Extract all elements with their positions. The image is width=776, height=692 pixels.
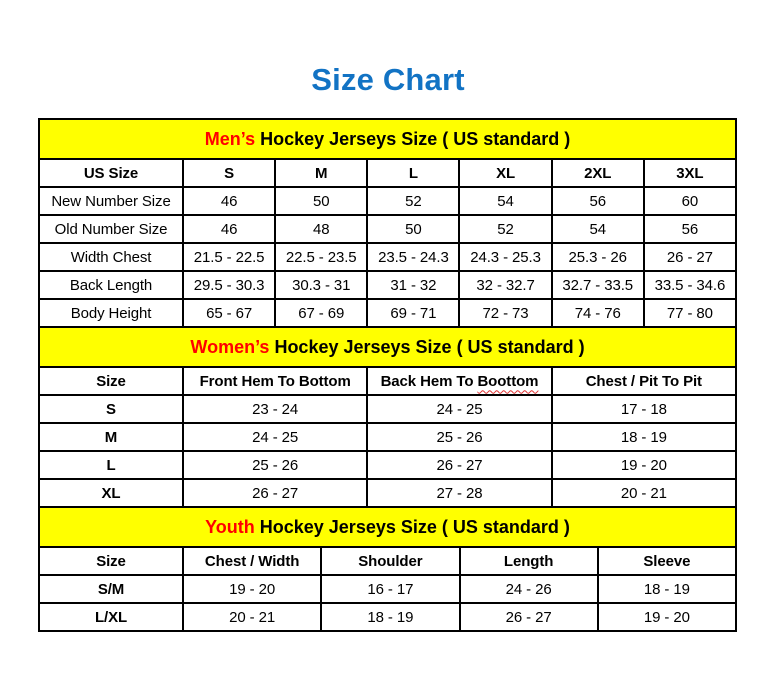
column-header: L [367,159,459,187]
column-header: Size [39,367,183,395]
men-section [38,118,737,328]
size-value-cell: 17 - 18 [552,395,736,423]
youth-section-heading [38,506,737,548]
column-header: M [275,159,367,187]
size-value-cell: 72 - 73 [459,299,551,327]
size-value-cell: 32.7 - 33.5 [552,271,644,299]
size-value-cell: 30.3 - 31 [275,271,367,299]
size-value-cell: 24 - 25 [367,395,551,423]
table-row [39,575,736,603]
size-value-cell: 32 - 32.7 [459,271,551,299]
women-size-table [38,366,737,508]
women-heading-highlight: Women’s [190,337,270,357]
size-value-cell: 24 - 26 [460,575,598,603]
women-section [38,326,737,508]
size-value-cell: 19 - 20 [183,575,321,603]
size-value-cell: 24 - 25 [183,423,367,451]
size-value-cell: 27 - 28 [367,479,551,507]
row-label: Old Number Size [39,215,183,243]
table-row [39,187,736,215]
size-value-cell: 16 - 17 [321,575,459,603]
size-value-cell: 24.3 - 25.3 [459,243,551,271]
column-header: Shoulder [321,547,459,575]
column-header: Sleeve [598,547,736,575]
row-label: L [39,451,183,479]
size-value-cell: 22.5 - 23.5 [275,243,367,271]
size-chart-box [38,118,737,632]
men-heading-highlight: Men’s [204,129,256,149]
column-header-text: Back Hem To [380,372,478,390]
table-row [39,603,736,631]
column-header-row [39,159,736,187]
size-value-cell: 25.3 - 26 [552,243,644,271]
size-value-cell: 23 - 24 [183,395,367,423]
size-value-cell: 60 [644,187,736,215]
table-row [39,479,736,507]
row-label: Back Length [39,271,183,299]
youth-section [38,506,737,632]
size-value-cell: 18 - 19 [552,423,736,451]
size-value-cell: 18 - 19 [321,603,459,631]
row-label: S/M [39,575,183,603]
column-header: 2XL [552,159,644,187]
size-value-cell: 25 - 26 [367,423,551,451]
size-value-cell: 25 - 26 [183,451,367,479]
row-label: New Number Size [39,187,183,215]
men-size-table [38,158,737,328]
table-row [39,215,736,243]
column-header: Size [39,547,183,575]
table-row [39,299,736,327]
size-value-cell: 50 [367,215,459,243]
size-value-cell: 52 [459,215,551,243]
table-row [39,271,736,299]
men-section-heading [38,118,737,160]
column-header: US Size [39,159,183,187]
table-row [39,451,736,479]
size-value-cell: 18 - 19 [598,575,736,603]
column-header: Length [460,547,598,575]
size-value-cell: 21.5 - 22.5 [183,243,275,271]
column-header: Chest / Width [183,547,321,575]
size-value-cell: 20 - 21 [183,603,321,631]
size-value-cell: 26 - 27 [460,603,598,631]
size-value-cell: 56 [644,215,736,243]
size-value-cell: 29.5 - 30.3 [183,271,275,299]
youth-heading-highlight: Youth [205,517,255,537]
size-value-cell: 19 - 20 [598,603,736,631]
column-header: Chest / Pit To Pit [552,367,736,395]
size-value-cell: 48 [275,215,367,243]
size-value-cell: 74 - 76 [552,299,644,327]
size-value-cell: 67 - 69 [275,299,367,327]
size-value-cell: 26 - 27 [183,479,367,507]
size-value-cell: 77 - 80 [644,299,736,327]
size-value-cell: 20 - 21 [552,479,736,507]
size-value-cell: 31 - 32 [367,271,459,299]
size-value-cell: 46 [183,187,275,215]
size-value-cell: 46 [183,215,275,243]
size-value-cell: 52 [367,187,459,215]
row-label: Body Height [39,299,183,327]
youth-size-table [38,546,737,632]
size-value-cell: 26 - 27 [367,451,551,479]
size-value-cell: 26 - 27 [644,243,736,271]
size-value-cell: 65 - 67 [183,299,275,327]
row-label: S [39,395,183,423]
table-row [39,423,736,451]
table-row [39,243,736,271]
column-header-misspelled [367,367,551,395]
size-value-cell: 19 - 20 [552,451,736,479]
page-title: Size Chart [311,62,465,97]
size-value-cell: 33.5 - 34.6 [644,271,736,299]
row-label: M [39,423,183,451]
size-value-cell: 56 [552,187,644,215]
women-heading-rest: Hockey Jerseys Size ( US standard ) [269,337,585,357]
men-heading-rest: Hockey Jerseys Size ( US standard ) [255,129,571,149]
size-value-cell: 50 [275,187,367,215]
youth-heading-rest: Hockey Jerseys Size ( US standard ) [254,517,570,537]
size-value-cell: 54 [459,187,551,215]
row-label: XL [39,479,183,507]
column-header: 3XL [644,159,736,187]
row-label: Width Chest [39,243,183,271]
size-value-cell: 69 - 71 [367,299,459,327]
column-header-row [39,367,736,395]
size-value-cell: 23.5 - 24.3 [367,243,459,271]
table-row [39,395,736,423]
column-header: Front Hem To Bottom [183,367,367,395]
column-header-row [39,547,736,575]
column-header: S [183,159,275,187]
misspelled-word-underline: Boottom [477,372,539,390]
women-section-heading [38,326,737,368]
row-label: L/XL [39,603,183,631]
column-header: XL [459,159,551,187]
size-value-cell: 54 [552,215,644,243]
